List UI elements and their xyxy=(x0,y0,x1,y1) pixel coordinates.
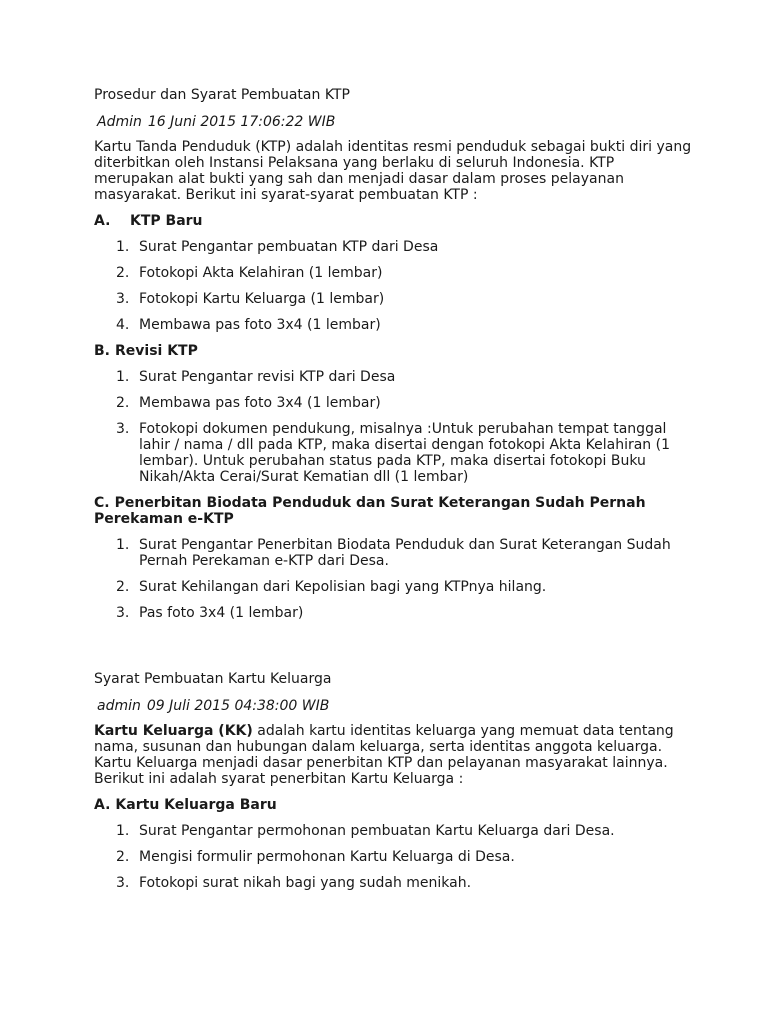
section-label: B. xyxy=(94,343,110,359)
list-item xyxy=(94,291,694,307)
list-number: 3. xyxy=(116,421,130,437)
article-intro xyxy=(94,723,694,787)
article-meta xyxy=(94,698,694,714)
list-text: Surat Pengantar permohonan pembuatan Kartu Keluarga dari Desa. xyxy=(139,823,615,839)
document-content xyxy=(94,87,694,891)
section-heading xyxy=(94,343,694,359)
list-number: 3. xyxy=(116,605,130,621)
list-number: 4. xyxy=(116,317,130,333)
list-text: Surat Pengantar Penerbitan Biodata Penduduk dan Surat Keterangan Sudah Pernah Perekaman e-KTP dari Desa. xyxy=(139,537,671,569)
list-text: Fotokopi dokumen pendukung, misalnya :Untuk perubahan tempat tanggal lahir / nama / dll pada KTP, maka disertai dengan fotokopi Akta Kelahiran (1 lembar). Untuk perubahan status pada KTP, maka disertai fotokopi Buku Nikah/Akta Cerai/Surat Kematian dll (1 lembar) xyxy=(139,421,671,485)
list-item xyxy=(94,369,694,385)
list-item xyxy=(94,605,694,621)
list-number: 1. xyxy=(116,823,130,839)
requirement-list xyxy=(94,537,694,621)
list-number: 2. xyxy=(116,849,130,865)
intro-text: adalah kartu identitas keluarga yang memuat data tentang nama, susunan dan hubungan dalam keluarga, serta identitas anggota keluarga. Kartu Keluarga menjadi dasar penerbitan KTP dan pelayanan masyarakat lainnya. Berikut ini adalah syarat penerbitan Kartu Keluarga : xyxy=(94,723,674,787)
article-author: admin xyxy=(97,698,141,714)
list-item xyxy=(94,875,694,891)
section-title: KTP Baru xyxy=(130,213,203,229)
list-item xyxy=(94,317,694,333)
article-meta xyxy=(94,114,694,130)
article-date: 16 Juni 2015 17:06:22 WIB xyxy=(147,114,336,130)
list-number: 1. xyxy=(116,369,130,385)
list-item xyxy=(94,395,694,411)
list-number: 3. xyxy=(116,291,130,307)
article-separator xyxy=(94,621,694,671)
list-item xyxy=(94,421,694,485)
article-title: Prosedur dan Syarat Pembuatan KTP xyxy=(94,87,350,103)
article-author: Admin xyxy=(97,114,142,130)
list-item xyxy=(94,265,694,281)
list-item xyxy=(94,239,694,255)
requirement-list xyxy=(94,823,694,891)
requirement-list xyxy=(94,369,694,485)
list-number: 2. xyxy=(116,395,130,411)
list-number: 3. xyxy=(116,875,130,891)
article-date: 09 Juli 2015 04:38:00 WIB xyxy=(146,698,330,714)
section-label: A. xyxy=(94,797,111,813)
section-label: A. xyxy=(94,213,111,229)
section-heading xyxy=(94,495,694,527)
list-text: Fotokopi Akta Kelahiran (1 lembar) xyxy=(139,265,383,281)
article-intro: Kartu Tanda Penduduk (KTP) adalah identitas resmi penduduk sebagai bukti diri yang diterbitkan oleh Instansi Pelaksana yang berlaku di seluruh Indonesia. KTP merupakan alat bukti yang sah dan menjadi dasar dalam proses pelayanan masyarakat. Berikut ini syarat-syarat pembuatan KTP : xyxy=(94,139,692,203)
section-heading xyxy=(94,213,694,229)
section-label: C. xyxy=(94,495,110,511)
list-text: Membawa pas foto 3x4 (1 lembar) xyxy=(139,395,381,411)
list-text: Surat Pengantar revisi KTP dari Desa xyxy=(139,369,396,385)
section-heading xyxy=(94,797,694,813)
section-title: Penerbitan Biodata Penduduk dan Surat Keterangan Sudah Pernah Perekaman e-KTP xyxy=(94,495,646,527)
list-number: 2. xyxy=(116,265,130,281)
list-number: 1. xyxy=(116,239,130,255)
section-title: Revisi KTP xyxy=(115,343,198,359)
requirement-list xyxy=(94,239,694,333)
list-item xyxy=(94,579,694,595)
article-title: Syarat Pembuatan Kartu Keluarga xyxy=(94,671,332,687)
list-number: 1. xyxy=(116,537,130,553)
list-item xyxy=(94,537,694,569)
list-number: 2. xyxy=(116,579,130,595)
list-item xyxy=(94,849,694,865)
list-text: Mengisi formulir permohonan Kartu Keluarga di Desa. xyxy=(139,849,515,865)
list-text: Pas foto 3x4 (1 lembar) xyxy=(139,605,304,621)
list-text: Surat Pengantar pembuatan KTP dari Desa xyxy=(139,239,439,255)
list-text: Fotokopi surat nikah bagi yang sudah menikah. xyxy=(139,875,472,891)
list-text: Fotokopi Kartu Keluarga (1 lembar) xyxy=(139,291,385,307)
list-item xyxy=(94,823,694,839)
section-title: Kartu Keluarga Baru xyxy=(115,797,277,813)
list-text: Membawa pas foto 3x4 (1 lembar) xyxy=(139,317,381,333)
intro-term: Kartu Keluarga (KK) xyxy=(94,723,253,739)
list-text: Surat Kehilangan dari Kepolisian bagi yang KTPnya hilang. xyxy=(139,579,547,595)
